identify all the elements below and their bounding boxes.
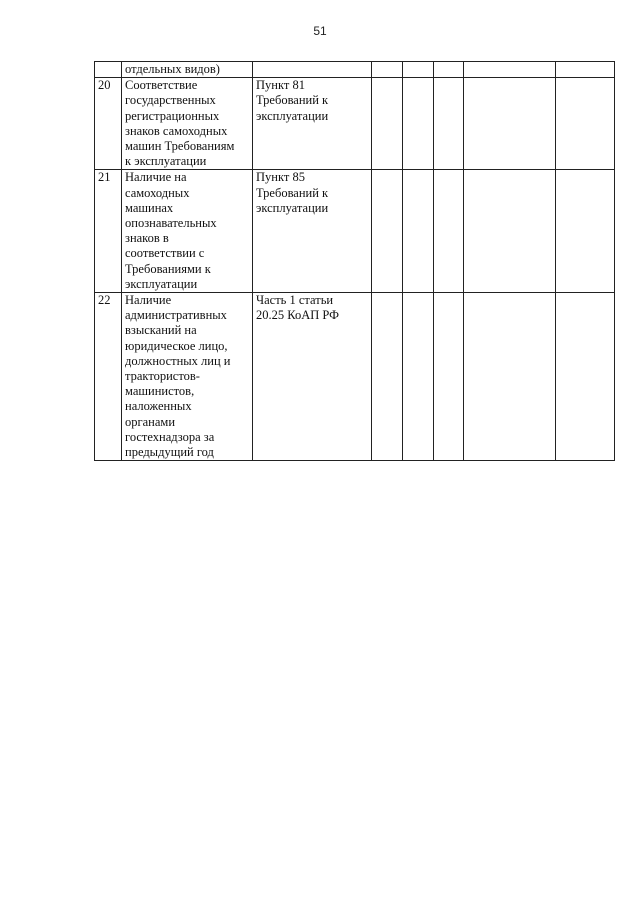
row-reference: Часть 1 статьи 20.25 КоАП РФ bbox=[256, 293, 340, 323]
page-number: 51 bbox=[313, 24, 327, 38]
description-cell bbox=[122, 62, 253, 78]
table-row bbox=[95, 170, 615, 293]
row-reference: Пункт 81 Требований к эксплуатации bbox=[256, 78, 329, 123]
empty-cell bbox=[556, 293, 615, 461]
number-cell bbox=[95, 62, 122, 78]
empty-cell bbox=[464, 170, 556, 293]
row-description: Наличие административных взысканий на юридическое лицо, должностных лиц и трактористов- машинистов, наложенных органами гостехнадзора за предыдущий год bbox=[125, 293, 231, 460]
row-reference: Пункт 85 Требований к эксплуатации bbox=[256, 170, 329, 215]
table-row bbox=[95, 293, 615, 461]
empty-cell bbox=[372, 170, 403, 293]
empty-cell bbox=[434, 170, 464, 293]
empty-cell bbox=[556, 78, 615, 170]
empty-cell bbox=[403, 62, 434, 78]
table-row-continuation bbox=[95, 62, 615, 78]
row-number: 20 bbox=[95, 78, 122, 170]
empty-cell bbox=[464, 293, 556, 461]
row-number: 22 bbox=[95, 293, 122, 461]
empty-cell bbox=[464, 62, 556, 78]
reference-cell bbox=[253, 293, 372, 461]
table-row bbox=[95, 78, 615, 170]
empty-cell bbox=[434, 62, 464, 78]
reference-cell bbox=[253, 170, 372, 293]
reference-cell bbox=[253, 62, 372, 78]
description-cell bbox=[122, 293, 253, 461]
empty-cell bbox=[464, 78, 556, 170]
empty-cell bbox=[403, 293, 434, 461]
empty-cell bbox=[403, 170, 434, 293]
empty-cell bbox=[372, 78, 403, 170]
empty-cell bbox=[556, 62, 615, 78]
row-number: 21 bbox=[95, 170, 122, 293]
empty-cell bbox=[403, 78, 434, 170]
empty-cell bbox=[434, 293, 464, 461]
reference-cell bbox=[253, 78, 372, 170]
description-cell bbox=[122, 78, 253, 170]
description-cell bbox=[122, 170, 253, 293]
row-description: Наличие на самоходных машинах опознавательных знаков в соответствии с Требованиями к эксплуатации bbox=[125, 170, 217, 291]
row-description: Соответствие государственных регистрационных знаков самоходных машин Требованиям к эксплуатации bbox=[125, 78, 235, 169]
empty-cell bbox=[372, 293, 403, 461]
empty-cell bbox=[372, 62, 403, 78]
empty-cell bbox=[434, 78, 464, 170]
empty-cell bbox=[556, 170, 615, 293]
continuation-text: отдельных видов) bbox=[125, 62, 220, 76]
checklist-table bbox=[94, 61, 615, 461]
